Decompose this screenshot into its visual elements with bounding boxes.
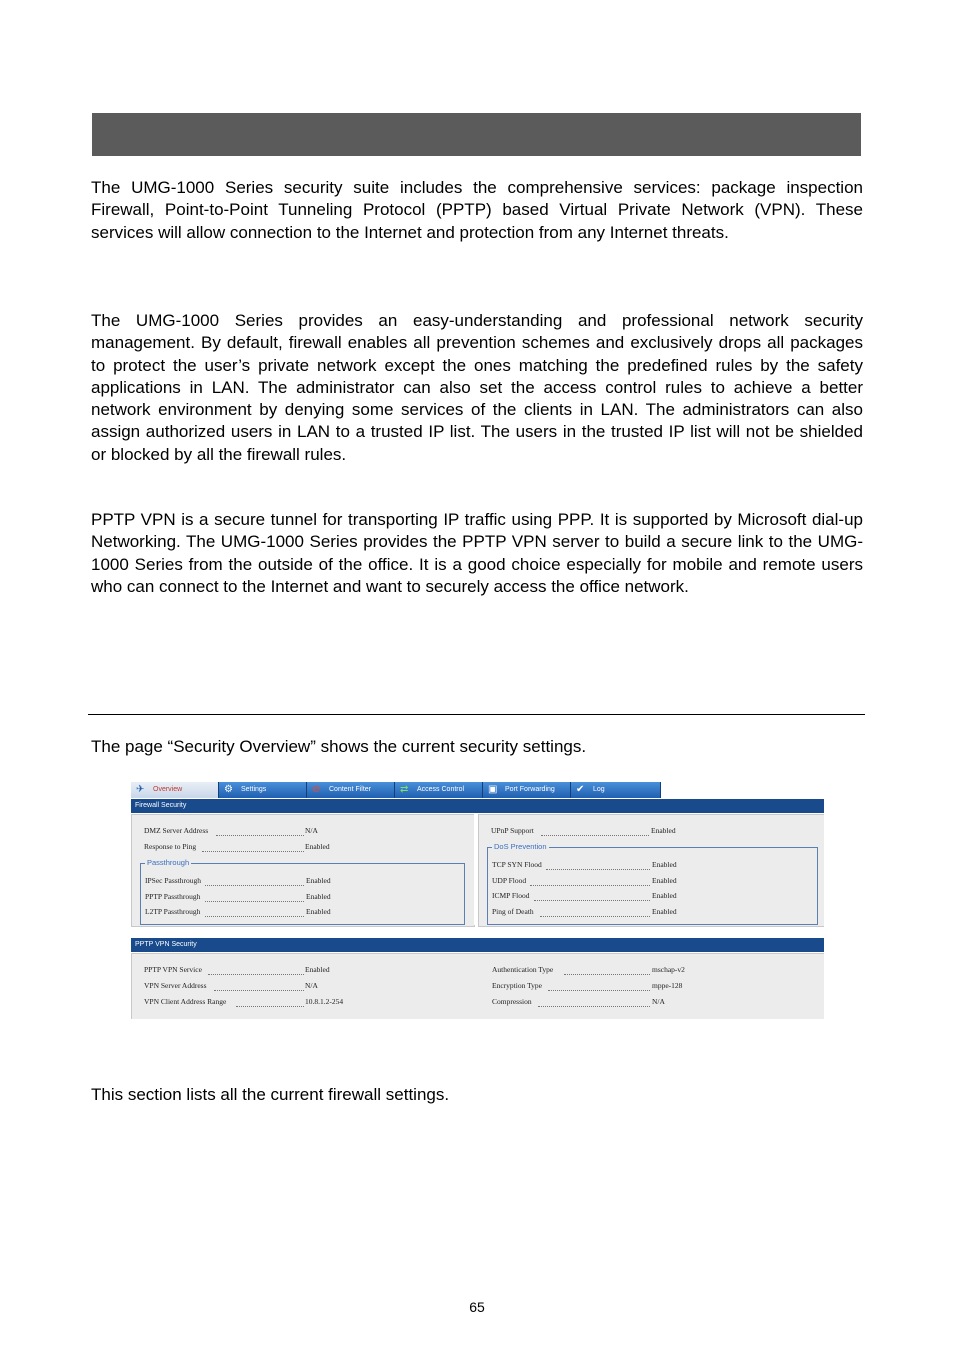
- leader-dots: [548, 984, 650, 991]
- tab-port-forwarding[interactable]: ▣ Port Forwarding: [483, 782, 571, 798]
- satellite-icon: ✈: [136, 784, 145, 795]
- pptp-row: Authentication Type: [492, 965, 554, 974]
- leader-dots: [216, 829, 304, 836]
- section-divider: [88, 714, 865, 715]
- passthrough-row: PPTP Passthrough: [145, 892, 201, 901]
- overview-intro-text: The page “Security Overview” shows the current security settings.: [91, 737, 587, 756]
- arrows-icon: ⇄: [400, 784, 409, 795]
- pptp-panel: [131, 953, 824, 1019]
- pptp-paragraph: PPTP VPN is a secure tunnel for transporting IP traffic using PPP. It is supported by Microsoft dial-up Networking. The UMG-1000 Series provides the PPTP VPN server to build a secure link to the UMG-1000 Series from the outside of the office. It is a good choice especially for mobile and remote users who can connect to the Internet and want to securely access the office network.: [91, 510, 863, 596]
- leader-dots: [205, 879, 304, 886]
- tab-bar-filler: [661, 782, 824, 798]
- pptp-row: Compression: [492, 997, 532, 1006]
- leader-dots: [534, 894, 650, 901]
- leader-dots: [205, 895, 304, 902]
- dos-row: UDP Flood: [492, 876, 527, 885]
- dos-prevention-title: DoS Prevention: [494, 842, 547, 851]
- firewall-value: Enabled: [305, 842, 330, 851]
- passthrough-row: L2TP Passthrough: [145, 907, 201, 916]
- panel-separator: [474, 814, 477, 925]
- pptp-vpn-security-header: PPTP VPN Security: [131, 938, 824, 952]
- leader-dots: [202, 845, 304, 852]
- firewall-row: Response to Ping: [144, 842, 197, 851]
- firewall-row: DMZ Server Address: [144, 826, 209, 835]
- security-overview-screenshot: [131, 781, 824, 1019]
- no-entry-icon: ⊘: [312, 784, 321, 795]
- monitor-icon: ▣: [488, 784, 498, 795]
- dos-row: ICMP Flood: [492, 891, 530, 900]
- gear-icon: ⚙: [224, 784, 233, 795]
- tab-settings[interactable]: ⚙ Settings: [219, 782, 307, 798]
- pptp-row: Encryption Type: [492, 981, 542, 990]
- page-number: 65: [469, 1299, 485, 1315]
- leader-dots: [541, 829, 649, 836]
- firewall-section-text: This section lists all the current firewall settings.: [91, 1085, 450, 1104]
- passthrough-row: IPSec Passthrough: [145, 876, 202, 885]
- leader-dots: [208, 968, 304, 975]
- pptp-row: VPN Server Address: [144, 981, 207, 990]
- tab-bar: [131, 781, 824, 798]
- dos-prevention-group: [487, 842, 818, 925]
- passthrough-value: Enabled: [306, 907, 331, 916]
- firewall-value: N/A: [305, 826, 318, 835]
- leader-dots: [564, 968, 650, 975]
- dos-value: Enabled: [652, 860, 677, 869]
- dos-value: Enabled: [652, 907, 677, 916]
- pptp-row: VPN Client Address Range: [144, 997, 227, 1006]
- pptp-value: 10.8.1.2-254: [305, 997, 344, 1006]
- pptp-value: Enabled: [305, 965, 330, 974]
- dos-value: Enabled: [652, 876, 677, 885]
- leader-dots: [540, 910, 650, 917]
- leader-dots: [236, 1000, 304, 1007]
- pptp-value: mschap-v2: [652, 965, 685, 974]
- checkmark-icon: ✔: [576, 784, 585, 795]
- dos-row: Ping of Death: [492, 907, 534, 916]
- pptp-value: mppe-128: [652, 981, 683, 990]
- passthrough-group: [140, 858, 465, 925]
- leader-dots: [538, 1000, 650, 1007]
- passthrough-value: Enabled: [306, 876, 331, 885]
- section-header-banner: [92, 113, 861, 156]
- leader-dots: [205, 910, 304, 917]
- leader-dots: [214, 984, 304, 991]
- intro-paragraph: The UMG-1000 Series security suite includes the comprehensive services: package inspection Firewall, Point-to-Point Tunneling Protocol (PPTP) based Virtual Private Network (VPN). These services will allow connection to the Internet and protection from any Internet threats.: [91, 178, 863, 242]
- tab-log[interactable]: ✔ Log: [571, 782, 661, 798]
- pptp-value: N/A: [305, 981, 318, 990]
- passthrough-value: Enabled: [306, 892, 331, 901]
- pptp-value: N/A: [652, 997, 665, 1006]
- leader-dots: [546, 863, 650, 870]
- pptp-row: PPTP VPN Service: [144, 965, 202, 974]
- tab-access-control[interactable]: ⇄ Access Control: [395, 782, 483, 798]
- firewall-value: Enabled: [651, 826, 676, 835]
- dos-value: Enabled: [652, 891, 677, 900]
- tab-content-filter[interactable]: ⊘ Content Filter: [307, 782, 395, 798]
- tab-overview[interactable]: ✈ Overview: [131, 782, 219, 798]
- firewall-row: UPnP Support: [491, 826, 534, 835]
- firewall-left-panel: [131, 814, 475, 927]
- leader-dots: [530, 879, 650, 886]
- firewall-right-panel: [478, 814, 824, 927]
- firewall-security-header: Firewall Security: [131, 799, 824, 813]
- passthrough-title: Passthrough: [147, 858, 190, 867]
- firewall-paragraph: The UMG-1000 Series provides an easy-understanding and professional network security management. By default, firewall enables all prevention schemes and exclusively drops all packages to protect the user’s private network except the ones matching the predefined rules by the safety applications in LAN. The administrator can also set the access control rules to achieve a better network environment by denying some services of the clients in LAN. The administrators can also assign authorized users in LAN to a trusted IP list. The users in the trusted IP list will not be shielded or blocked by all the firewall rules.: [91, 311, 863, 464]
- dos-row: TCP SYN Flood: [492, 860, 542, 869]
